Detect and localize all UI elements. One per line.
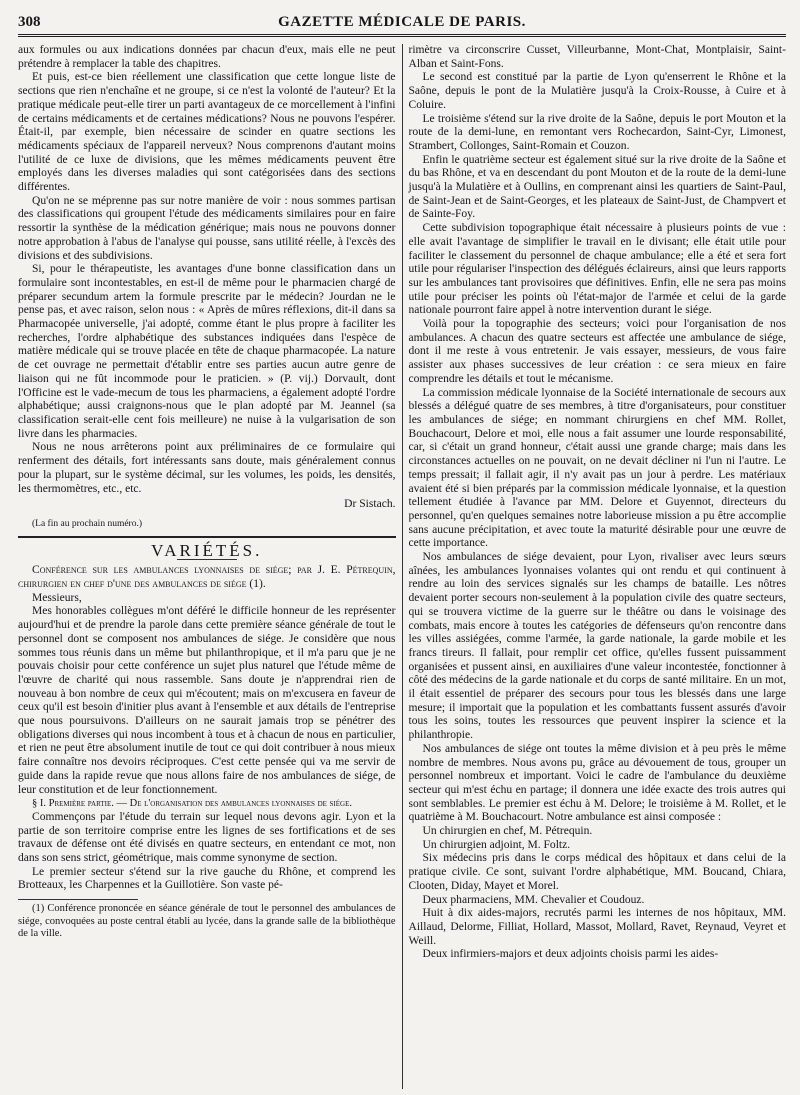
- section-title: VARIÉTÉS.: [151, 540, 263, 560]
- paragraph: Deux infirmiers-majors et deux adjoints choisis parmi les aides-: [422, 948, 719, 961]
- two-column-body: [18, 44, 786, 1089]
- paragraph: Enfin le quatrième secteur est également situé sur la rive droite de la Saône et du bas Rhône, et va en descendant du pont Mouton et de la route de la demi-lune jusqu'à la Mulatière et à Oullins, en comprenant ainsi les quartiers de Saint-Paul, de Saint-Jean et de Saint-Georges, et les plateaux de Saint-Just, de Champvert et de Sainte-Foy.: [408, 153, 786, 221]
- article-heading: Conférence sur les ambulances lyonnaises de siége; par J. E. Pétrequin, chirurgien en chef d'une des ambulances de siége (1).: [18, 564, 396, 591]
- paragraph: Qu'on ne se méprenne pas sur notre manière de voir : nous sommes partisan des classifications qui groupent l'étude des médicaments similaires pour en faire ressortir la synthèse de la médication générique; mais nous ne pouvons donner notre approbation à l'abus de l'analyse qui pousse, sans utilité réelle, à l'excès des divisions et des subdivisions.: [18, 194, 396, 262]
- part-heading: § I. Première partie. — De l'organisation des ambulances lyonnaises de siége.: [32, 798, 352, 810]
- paragraph: Nos ambulances de siége ont toutes la même division et à peu près le même nombre de membres. Nous avons pu, grâce au dévouement de tous, grouper un personnel nombreux et important. Voici le cadre de l'ambulance du deuxième secteur qui m'est échu en partage; il donnera une idée exacte des trois autres qui sont semblables. Le premier est échu à M. Delore; le troisième à M. Rollet, et le quatrième à M. Bouchacourt. Notre ambulance est ainsi composée :: [408, 742, 786, 824]
- paragraph: Commençons par l'étude du terrain sur lequel nous devons agir. Lyon et la partie de son territoire comprise entre les lignes de ses fortifications et de ses travaux de défense ont été divisés en quatre secteurs, en entendant ce mot, non dans son sens strict, géométrique, mais comme synonyme de section.: [18, 810, 396, 865]
- paragraph: Cette subdivision topographique était nécessaire à plusieurs points de vue : elle avait l'avantage de simplifier le travail en le divisant; elle était utile pour faciliter le classement du personnel de chaque ambulance; elle a été et sera fort utile pour régulariser l'inspection des délégués éclaireurs, ainsi que leurs rapports sur les ambulances tant provisoires que définitives. Enfin, elle ne sera pas moins utile pour préciser les points où l'état-major de l'armée et celui de la garde nationale pourront faire appel à notre intervention durant le siége.: [408, 222, 786, 317]
- paragraph: rimètre va circonscrire Cusset, Villeurbanne, Mont-Chat, Montplaisir, Saint-Alban et Saint-Fons.: [408, 44, 786, 70]
- salutation: Messieurs,: [32, 591, 82, 604]
- list-item: Un chirurgien adjoint, M. Foltz.: [422, 838, 571, 851]
- journal-title: GAZETTE MÉDICALE DE PARIS.: [278, 14, 526, 30]
- footnote-rule: [18, 899, 138, 900]
- page-header: [18, 14, 786, 37]
- paragraph: Huit à dix aides-majors, recrutés parmi les internes de nos hôpitaux, MM. Aillaud, Delorme, Filliat, Hollard, Massot, Mollard, Ravet, Reynaud, Veyret et Weill.: [408, 907, 786, 947]
- paragraph: Mes honorables collègues m'ont déféré le difficile honneur de les représenter aujourd'hui et de prendre la parole dans cette première séance générale de tout le personnel dont se composent nos ambulances de siége. Je considère que nous sommes tous réunis dans un même but philanthropique, et il m'a paru que je ne pouvais choisir pour cette conférence un sujet plus naturel que l'étude même de l'œuvre de charité qui nous rassemble. Sans doute je n'apprendrai rien de nouveau à bon nombre de ceux qui m'écoutent; mais on m'excusera en faveur de ceux qu'il est besoin d'initier plus avant à l'ensemble et aux détails de l'entreprise que nous poursuivons. D'ailleurs on ne saurait jamais trop se pénétrer des obligations diverses qui nous incombent à tous et à chacun de nous en particulier, et rien ne peut être absolument inutile de tout ce qui doit contribuer à nous mieux faire connaître nos devoirs réciproques. C'est cette pensée qui va me servir de guide dans la rapide revue que nous allons faire de nos ambulances de siége, de leur constitution et de leur fonctionnement.: [18, 605, 396, 796]
- list-item: Deux pharmaciens, MM. Chevalier et Coudouz.: [422, 893, 645, 906]
- continuation-note: (La fin au prochain numéro.): [32, 518, 142, 529]
- paragraph: Et puis, est-ce bien réellement une classification que cette longue liste de sections que rien n'enchaîne et ne groupe, si ce n'est la volonté de l'auteur? Et la pratique médicale peut-elle tirer un parti avantageux de ce morcellement à l'infini de certains médicaments et de certaines médications? Nous ne pouvons l'espérer. Était-il, par exemple, bien nécessaire de scinder en quatre sections les médicaments spéciaux de l'appareil nerveux? Nous comprenons d'autant moins l'utilité de ce luxe de divisions, que les mêmes médicaments peuvent être employés dans les diverses maladies qui sont catégorisées dans des sections différentes.: [18, 71, 396, 194]
- list-item: Un chirurgien en chef, M. Pétrequin.: [422, 825, 593, 838]
- paragraph: Le troisième s'étend sur la rive droite de la Saône, depuis le port Mouton et la route de la demi-lune, en remontant vers Rochecardon, Saint-Cyr, Limonest, Strambert, Collonges, Saint-Romain et Couzon.: [408, 112, 786, 152]
- section-divider: [18, 536, 396, 538]
- left-column: [18, 44, 402, 1089]
- author-signature: Dr Sistach.: [344, 498, 396, 511]
- paragraph: La commission médicale lyonnaise de la Société internationale de secours aux blessés a délégué quatre de ses membres, à titre d'organisateurs, pour constituer les ambulances de siége; en nommant chirurgiens en chef MM. Rollet, Bouchacourt, Delore et moi, elle nous a fait assumer une lourde responsabilité, car, si c'était un grand honneur, c'était aussi une grande charge; mais dans les circonstances actuelles on ne pouvait, on ne devait décliner ni l'un ni l'autre. Le temps pressait; il fallait agir, il n'y avait pas un jour à perdre. Les matériaux avaient été si bien préparés par la commission médicale lyonnaise, et la question tellement étudiée à l'avance par MM. Delore et Guyennot, directeurs du personnel, qu'en quelques semaines notre laborieuse mission a pu être accomplie sans aucune précipitation, et avec toute la maturité désirable pour une œuvre de cette importance.: [408, 386, 786, 550]
- right-column: [403, 44, 787, 1089]
- paragraph: Le premier secteur s'étend sur la rive gauche du Rhône, et comprend les Brotteaux, les Charpennes et la Guillotière. Son vaste pé-: [18, 865, 396, 892]
- paragraph: Si, pour le thérapeutiste, les avantages d'une bonne classification dans un formulaire sont incontestables, en est-il de même pour le pharmacien chargé de préparer secundum artem la formule prescrite par le médecin? Jourdan ne le pense pas, et avec raison, selon nous : « Après de mûres réflexions, dit-il dans sa Pharmacopée universelle, j'ai adopté, comme étant le plus propre à faciliter les recherches, l'ordre alphabétique des substances indiquées dans l'espèce de matière médicale qui se trouve placée en tête de chaque pharmacopée. La nature de cet ouvrage ne permettait d'établir entre ses parties aucun autre genre de liaison qui ne fût incommode pour le praticien. » (P. vij.) Dorvault, dont l'Officine est le vade-mecum de tous les pharmaciens, a également adopté l'ordre alphabétique; aussi craignons-nous que le plan adopté par M. Jeannel (sa classification serait-elle cent fois meilleure) ne nuise à la vulgarisation de son livre dans les pharmacies.: [18, 263, 396, 440]
- paragraph: Nous ne nous arrêterons point aux préliminaires de ce formulaire qui renferment des détails, fort intéressants sans doute, mais généralement connus pour la plupart, sur le système décimal, sur les volumes, les poids, les densités, les thermomètres, etc., etc.: [18, 441, 396, 495]
- paragraph: Nos ambulances de siége devaient, pour Lyon, rivaliser avec leurs sœurs aînées, les ambulances lyonnaises volantes qui ont rendu et qui continuent à rendre au loin des services signalés sur les champs de bataille. Les nôtres devaient porter secours non-seulement à la population civile des quatre secteurs, qui se trouvera victime de la guerre sur le théâtre ou dans le voisinage des combats, mais encore à toutes les catégories de défenseurs qu'on rencontre dans les villes assiégées, comme l'armée, la garde nationale, la garde mobile et les francs tireurs. Il fallait, pour remplir cet office, qu'elles fussent puissamment organisées et pussent ainsi, en auxiliaires d'une valeur incontestée, fonctionner à côté des médecins de la garde nationale et du corps de santé militaire. En un mot, il était essentiel de préparer des secours pour tous les blessés dans une large mesure; il importait que la population et les combattants fussent assurés d'avoir tous les soins, toutes les ressources que peuvent inspirer la science et la philanthropie.: [408, 551, 786, 742]
- page-number: 308: [18, 14, 41, 30]
- paragraph: aux formules ou aux indications données par chacun d'eux, mais elle ne peut prétendre à remplacer la table des chapitres.: [18, 44, 396, 70]
- paragraph: Voilà pour la topographie des secteurs; voici pour l'organisation de nos ambulances. A chacun des quatre secteurs est affectée une ambulance de siége, dont il me reste à vous entretenir. Je vais essayer, messieurs, de vous faire assister aux phases successives de leur création : ce sera mieux en faire comprendre les détails et tout le mécanisme.: [408, 318, 786, 385]
- footnote: (1) Conférence prononcée en séance générale de tout le personnel des ambulances de siége, convoquées au poste central établi au lycée, dans la grande salle de la bibliothèque de la ville.: [18, 903, 396, 940]
- paragraph: Six médecins pris dans le corps médical des hôpitaux et dans celui de la pratique civile. Ce sont, suivant l'ordre alphabétique, MM. Boucand, Chiara, Clooten, Diday, Mayet et Morel.: [408, 852, 786, 892]
- paragraph: Le second est constitué par la partie de Lyon qu'enserrent le Rhône et la Saône, depuis le pont de la Mulatière jusqu'à la Croix-Rousse, à Cuire et à Coluire.: [408, 71, 786, 111]
